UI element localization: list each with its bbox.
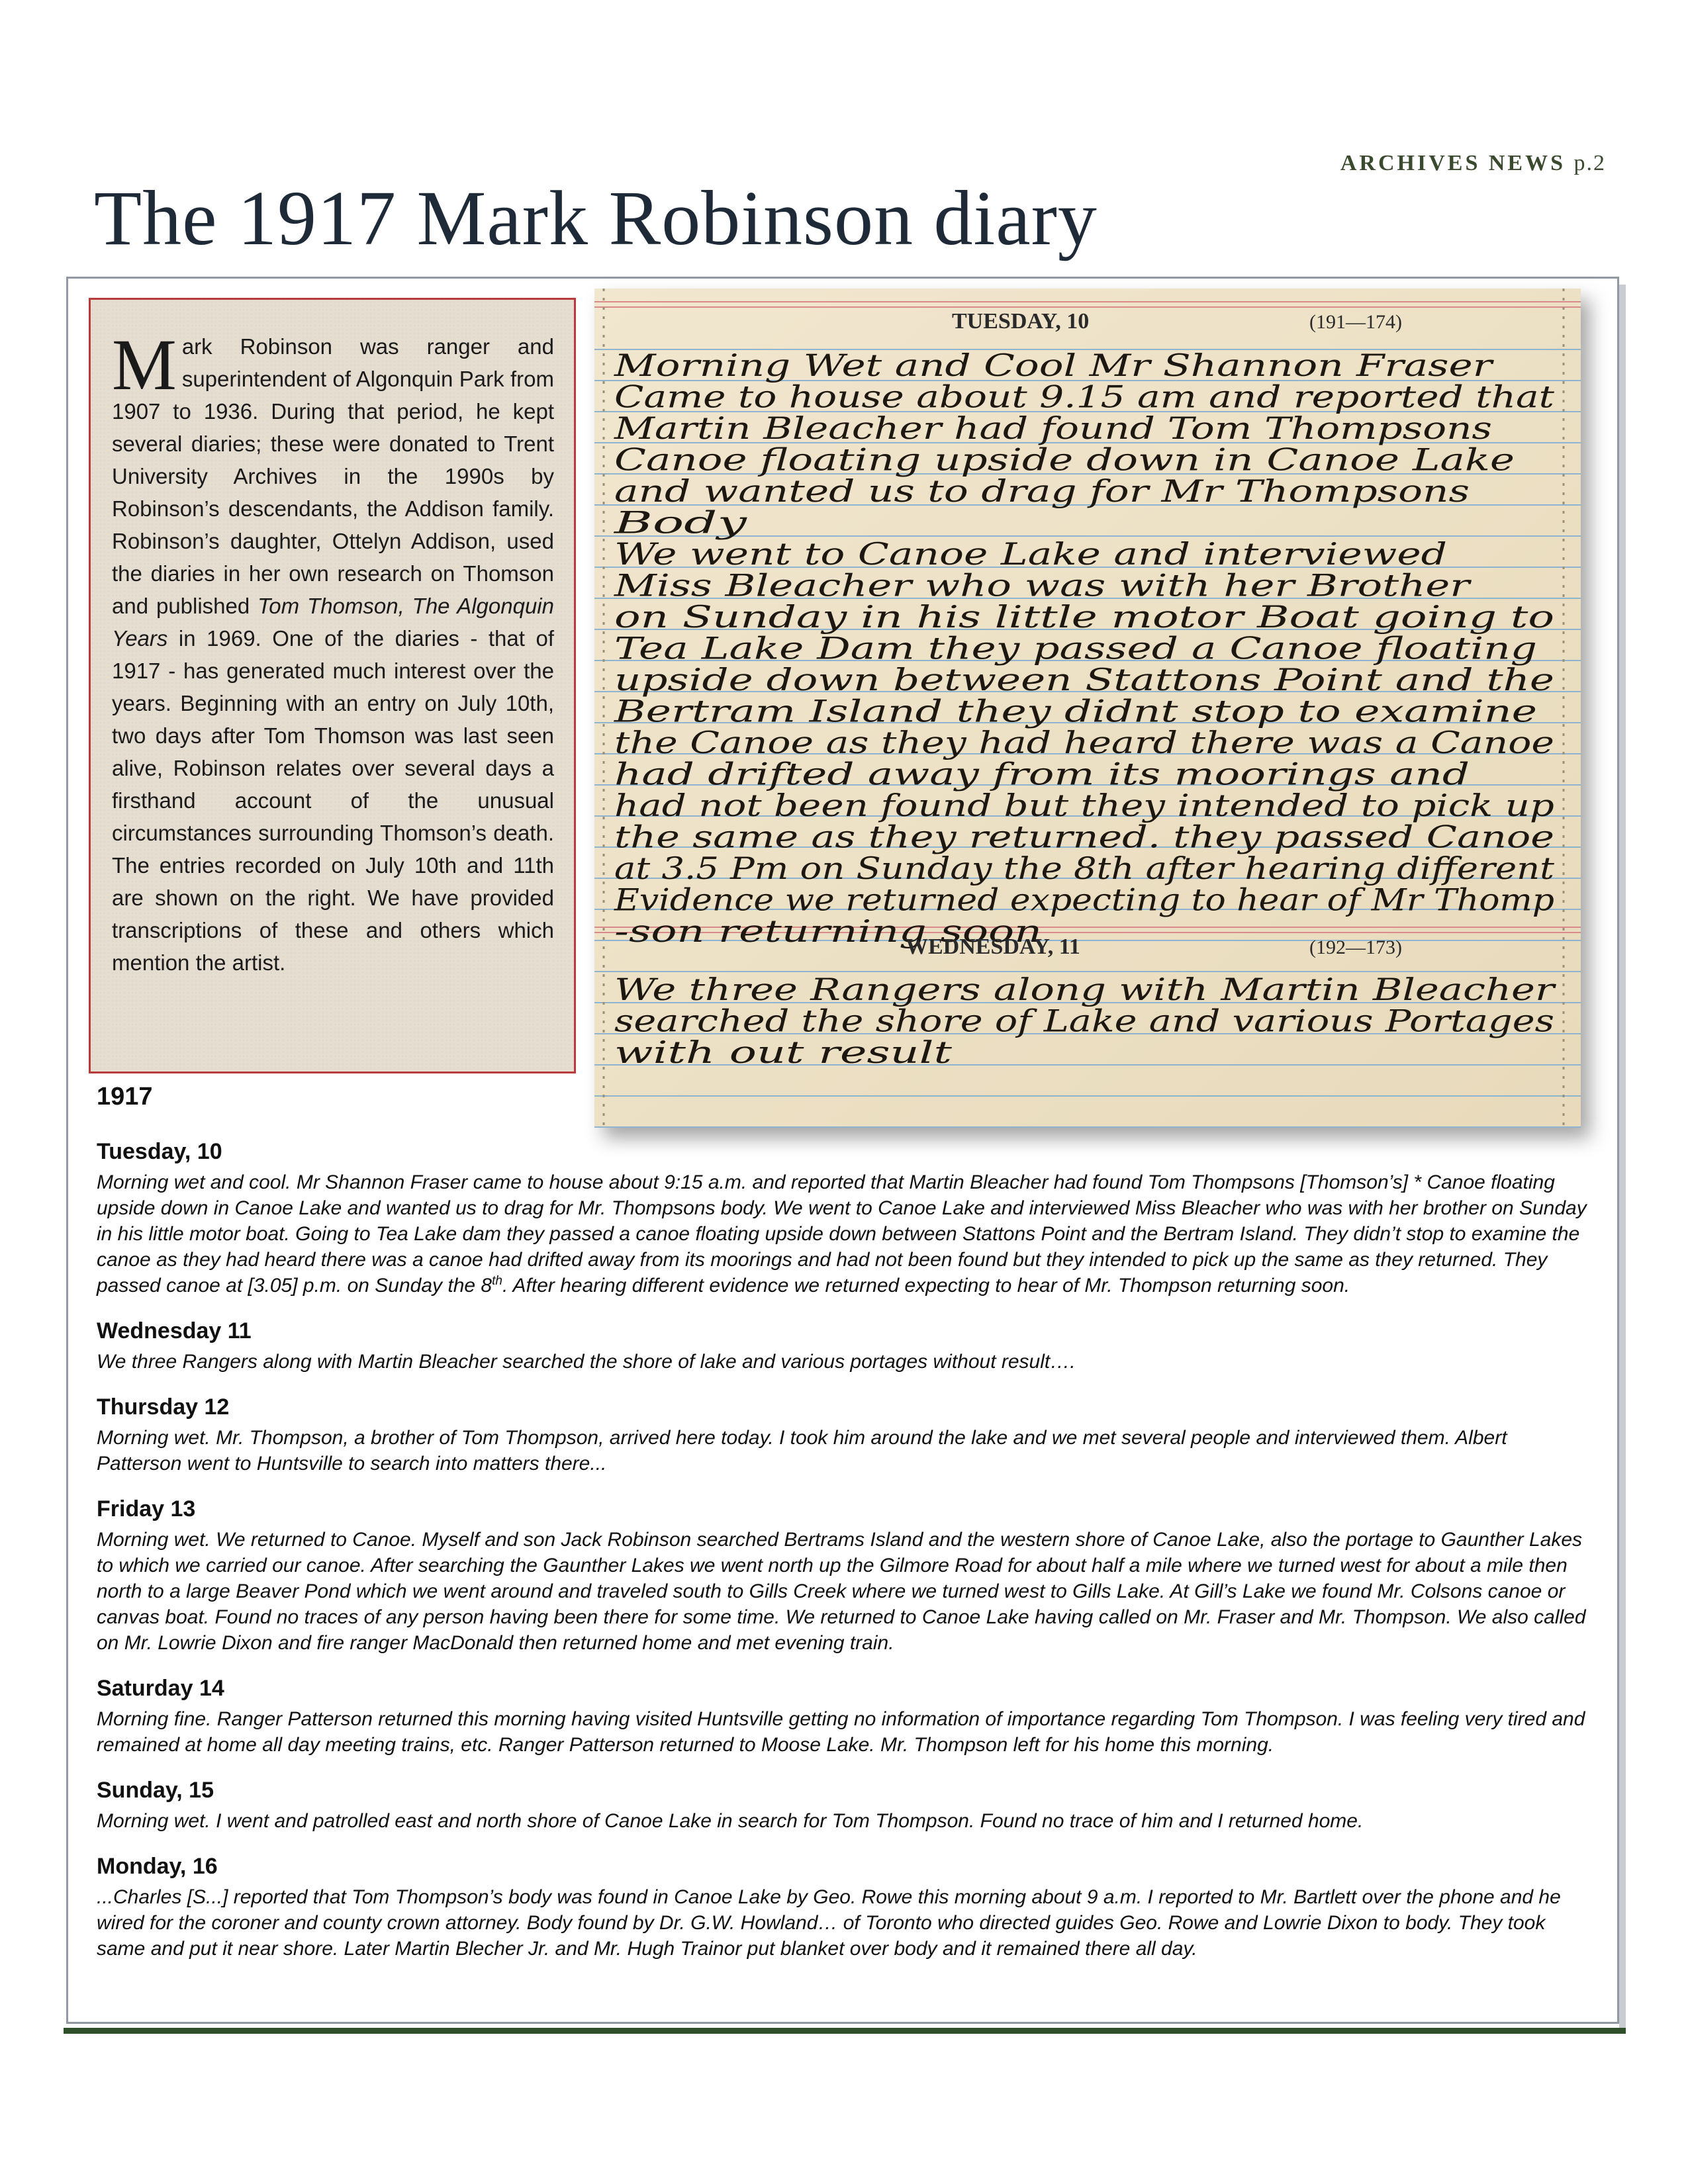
entry-body: We three Rangers along with Martin Bleacher searched the shore of lake and various portages without result…. [97, 1351, 1076, 1373]
entry-body: Morning wet. I went and patrolled east and north shore of Canoe Lake in search for Tom Thompson. Found no trace of him and I returned home. [97, 1810, 1364, 1832]
entry-sunday-15 [97, 1776, 1594, 1834]
intro-text-part-2: in 1969. One of the diaries - that of 1917 - has generated much interest over the years. Beginning with an entry on July 10th, two days after Tom Thomson was last seen alive, Robinson relates over several days a firsthand account of the unusual circumstances surrounding Thomson’s death. The entries recorded on July 10th and 11th are shown on the right. We have provided transcriptions of these and others which mention the artist. [112, 626, 554, 975]
ordinal-superscript: th [492, 1274, 502, 1288]
diary-header-tuesday-number: (191—174) [1309, 311, 1402, 333]
section-name: ARCHIVES NEWS [1340, 151, 1566, 175]
drop-cap: M [112, 324, 177, 405]
handwritten-line: the Canoe as they had heard there was a Canoe [614, 725, 1554, 760]
entry-day: Friday 13 [97, 1496, 196, 1522]
entry-body: ...Charles [S...] reported that Tom Thompson’s body was found in Canoe Lake by Geo. Rowe this morning about 9 a.m. I reported to Mr. Bartlett over the phone and he wired for the coroner and county crown attorney. Body found by Dr. G.W. Howland… of Toronto who directed guides Geo. Rowe and Lowrie Dixon to body. They took same and put it near shore. Later Martin Blecher Jr. and Mr. Hugh Trainor put blanket over body and it remained there all day. [97, 1886, 1561, 1960]
entry-friday-13 [97, 1495, 1594, 1656]
transcription-section [97, 1083, 1594, 1980]
intro-sidebar [89, 298, 576, 1073]
intro-book-title: Tom Thomson, The Algonquin Years [112, 594, 554, 651]
handwritten-line: Tea Lake Dam they passed a Canoe floating [614, 630, 1537, 666]
entry-saturday-14 [97, 1674, 1594, 1758]
handwritten-line: the same as they returned. they passed Canoe [614, 819, 1554, 855]
diary-page-photo [594, 289, 1581, 1128]
entry-body: Morning fine. Ranger Patterson returned this morning having visited Huntsville getting no information of importance regarding Tom Thompson. I was feeling very tired and remained at home all day meeting trains, etc. Ranger Patterson returned to Moose Lake. Mr. Thompson left for his home this morning. [97, 1708, 1585, 1756]
handwritten-line: had drifted away from its moorings and [614, 756, 1470, 792]
intro-text-part-1: ark Robinson was ranger and superintendent of Algonquin Park from 1907 to 1936. During that period, he kept several diaries; these were donated to Trent University Archives in the 1990s by Robinson’s descendants, the Addison family. Robinson’s daughter, Ottelyn Addison, used the diaries in her own research on Thomson and published [112, 334, 554, 618]
handwritten-line: searched the shore of Lake and various Portages [614, 1003, 1554, 1039]
entry-day: Tuesday, 10 [97, 1139, 222, 1164]
handwritten-line: had not been found but they intended to pick up [614, 788, 1554, 823]
entry-monday-16 [97, 1852, 1594, 1962]
year-heading: 1917 [97, 1083, 153, 1111]
entry-day: Wednesday 11 [97, 1318, 252, 1343]
handwritten-line: We went to Canoe Lake and interviewed [614, 536, 1447, 572]
handwritten-line: on Sunday in his little motor Boat going to [614, 599, 1554, 635]
handwritten-line: We three Rangers along with Martin Bleacher [614, 972, 1557, 1007]
handwritten-line: Martin Bleacher had found Tom Thompsons [613, 410, 1492, 446]
handwritten-line: upside down between Stattons Point and the [614, 662, 1554, 698]
diary-page-image [594, 289, 1581, 1128]
diary-header-tuesday: TUESDAY, 10 [952, 309, 1090, 334]
entry-body: Morning wet. We returned to Canoe. Myself and son Jack Robinson searched Bertrams Island and the western shore of Canoe Lake, also the portage to Gaunther Lakes to which we carried our canoe. After searching the Gaunther Lakes we went north up the Gilmore Road for about half a mile where we turned west for about a mile then north to a large Beaver Pond which we went around and traveled south to Gills Creek where we turned west to Gills Lake. At Gill’s Lake we found Mr. Colsons canoe or canvas boat. Found no traces of any person having been there for some time. We returned to Canoe Lake having called on Mr. Fraser and Mr. Thompson. We also called on Mr. Lowrie Dixon and fire ranger MacDonald then returned home and met evening train. [97, 1529, 1586, 1654]
diary-header-wednesday: WEDNESDAY, 11 [906, 934, 1080, 959]
entry-thursday-12 [97, 1393, 1594, 1477]
page-title: The 1917 Mark Robinson diary [94, 175, 1098, 261]
entry-body-tail: . After hearing different evidence we returned expecting to hear of Mr. Thompson returning soon. [502, 1275, 1350, 1297]
handwritten-line: -son returning soon [614, 913, 1042, 949]
handwritten-line: Morning Wet and Cool Mr Shannon Fraser [613, 347, 1495, 383]
page-number: p.2 [1573, 151, 1606, 175]
section-header [1340, 151, 1606, 176]
entry-body [97, 1169, 1594, 1298]
frame-shadow [1619, 285, 1626, 2032]
handwritten-line: at 3.5 Pm on Sunday the 8th after hearing different [614, 850, 1555, 886]
handwritten-line: and wanted us to drag for Mr Thompsons [614, 473, 1470, 509]
entry-tuesday-10 [97, 1138, 1594, 1298]
handwritten-line: Canoe floating upside down in Canoe Lake [614, 441, 1515, 478]
diary-header-wednesday-number: (192—173) [1309, 936, 1402, 958]
entry-body-text: Morning wet and cool. Mr Shannon Fraser came to house about 9:15 a.m. and reported that Martin Bleacher had found Tom Thompsons [Thomson’s] * Canoe floating upside down in Canoe Lake and wanted us to drag for Mr. Thompsons body. We went to Canoe Lake and interviewed Miss Bleacher who was with her brother on Sunday in his little motor boat. Going to Tea Lake dam they passed a canoe floating upside down between Stattons Point and the Bertram Island. They didn’t stop to examine the canoe as they had heard there was a canoe had drifted away from its moorings and had not been found but they intended to pick up the same as they returned. They passed canoe at [3.05] p.m. on Sunday the 8 [97, 1171, 1587, 1297]
entry-day: Thursday 12 [97, 1394, 230, 1420]
handwritten-line: Bertram Island they didnt stop to examine [613, 693, 1537, 729]
intro-text [112, 324, 554, 979]
handwritten-line: Miss Bleacher who was with her Brother [613, 567, 1473, 604]
handwritten-line: Came to house about 9.15 am and reported that [614, 379, 1555, 415]
entry-day: Saturday 14 [97, 1676, 224, 1701]
entry-day: Sunday, 15 [97, 1778, 214, 1803]
handwritten-line: Body [613, 504, 748, 541]
entry-day: Monday, 16 [97, 1854, 218, 1879]
bottom-rule [64, 2028, 1626, 2034]
entry-wednesday-11 [97, 1317, 1594, 1375]
entry-body: Morning wet. Mr. Thompson, a brother of Tom Thompson, arrived here today. I took him around the lake and we met several people and interviewed them. Albert Patterson went to Huntsville to search into matters there... [97, 1427, 1507, 1475]
handwritten-line: Evidence we returned expecting to hear of Mr Thomp [613, 882, 1555, 918]
handwritten-line: with out result [614, 1034, 953, 1070]
